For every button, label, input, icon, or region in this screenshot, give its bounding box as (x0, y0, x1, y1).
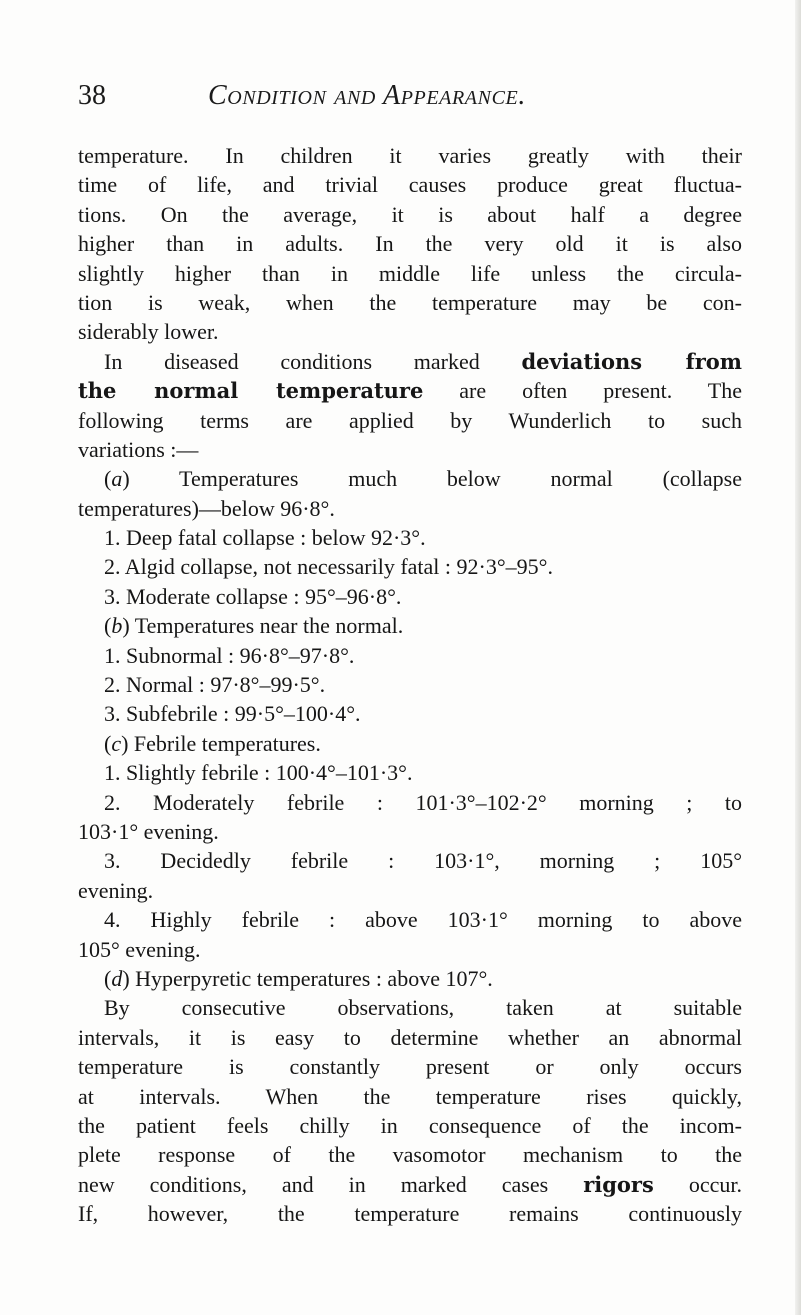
text-line: 2. Algid collapse, not necessarily fatal : 92·3°–95°. (104, 554, 553, 580)
text-line: 4. Highly febrile : above 103·1° morning to above (104, 907, 742, 933)
text-line: temperature is constantly present or only occurs (78, 1054, 742, 1080)
bold-term: the normal temperature (78, 378, 424, 404)
text-line: the patient feels chilly in consequence of the incom- (78, 1112, 742, 1138)
text-line (78, 464, 742, 493)
text-span: new conditions, and in marked cases (78, 1171, 584, 1197)
text-line: 2. Normal : 97·8°–99·5°. (104, 672, 326, 698)
text-line: 1. Subnormal : 96·8°–97·8°. (104, 642, 355, 668)
text-line: 1. Deep fatal collapse : below 92·3°. (104, 525, 426, 551)
running-head: Condition and Appearance. (208, 80, 526, 111)
bold-term: rigors (583, 1171, 654, 1197)
page-edge-shadow (795, 0, 801, 1315)
page-header (78, 80, 758, 114)
text-line: 105° evening. (78, 936, 201, 962)
list-letter: d (111, 965, 123, 991)
text-line: temperature. In children it varies greatly with their (78, 143, 742, 168)
text-span: ) Temperatures near the normal. (122, 613, 404, 639)
text-line (78, 376, 742, 405)
text-line: at intervals. When the temperature rises quickly, (78, 1083, 742, 1109)
page-number: 38 (78, 80, 106, 111)
text-line (78, 611, 742, 640)
text-line: time of life, and trivial causes produce great fluctua- (78, 172, 742, 198)
text-line: 3. Moderate collapse : 95°–96·8°. (104, 583, 402, 609)
text-line: 2. Moderately febrile : 101·3°–102·2° morning ; to (104, 789, 742, 815)
text-span: ( (104, 613, 112, 639)
text-span: occur. (653, 1171, 742, 1197)
list-letter: a (111, 466, 123, 492)
list-letter: b (111, 613, 123, 639)
text-line: evening. (78, 877, 154, 903)
text-span: In diseased conditions marked (104, 348, 522, 374)
text-line: plete response of the vasomotor mechanism to the (78, 1142, 742, 1168)
text-line (78, 1170, 742, 1199)
body-text (78, 141, 742, 1228)
text-line: siderably lower. (78, 319, 219, 345)
text-span: ) Hyperpyretic temperatures : above 107°. (122, 965, 493, 991)
text-line: By consecutive observations, taken at suitable (104, 995, 742, 1021)
text-line: temperatures)—below 96·8°. (78, 495, 335, 521)
text-line: tion is weak, when the temperature may be con- (78, 289, 742, 315)
text-line: slightly higher than in middle life unless the circula- (78, 260, 742, 286)
text-line (78, 964, 742, 993)
list-letter: c (111, 730, 122, 756)
text-line: following terms are applied by Wunderlich to such (78, 407, 742, 433)
text-span: ) Febrile temperatures. (121, 730, 321, 756)
text-line: variations :— (78, 436, 199, 462)
text-line: 3. Subfebrile : 99·5°–100·4°. (104, 701, 361, 727)
bold-term: deviations from (521, 348, 742, 374)
text-line: If, however, the temperature remains continuously (78, 1201, 742, 1227)
text-line: higher than in adults. In the very old it is also (78, 231, 742, 257)
text-line: 1. Slightly febrile : 100·4°–101·3°. (104, 760, 413, 786)
text-span: ( (104, 466, 112, 492)
text-line: 103·1° evening. (78, 818, 219, 844)
text-line: tions. On the average, it is about half a degree (78, 201, 742, 227)
text-span: ( (104, 730, 112, 756)
text-line (78, 347, 742, 376)
text-span: ) Temperatures much below normal (collapse (122, 466, 742, 492)
text-span: ( (104, 965, 112, 991)
text-line (78, 729, 742, 758)
text-span: are often present. The (423, 378, 742, 404)
text-line: intervals, it is easy to determine whether an abnormal (78, 1024, 742, 1050)
text-line: 3. Decidedly febrile : 103·1°, morning ; 105° (104, 848, 742, 874)
